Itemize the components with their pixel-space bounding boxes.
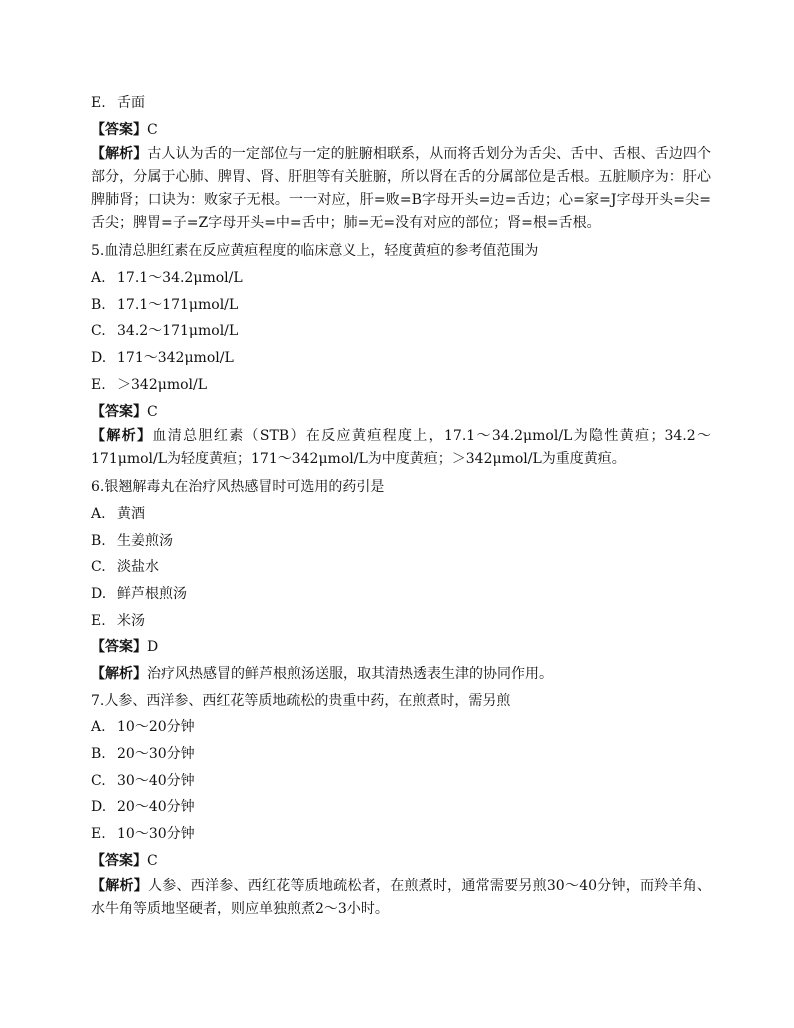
analysis-tag: 【解析】 bbox=[91, 428, 153, 445]
analysis-text: 血清总胆红素（STB）在反应黄疸程度上，17.1～34.2μmol/L为隐性黄疸；34.2～171μmol/L为轻度黄疸；171～342μmol/L为中度黄疸；＞342μmol/L为重度黄疸。 bbox=[91, 428, 712, 468]
analysis-paragraph bbox=[91, 661, 711, 688]
question-stem bbox=[91, 474, 711, 501]
option-text: 黄酒 bbox=[117, 505, 145, 522]
option-letter: A. bbox=[91, 719, 106, 736]
option-b bbox=[91, 741, 711, 768]
option-letter: A. bbox=[91, 505, 106, 522]
option-letter: E. bbox=[91, 376, 106, 393]
answer-line bbox=[91, 848, 711, 875]
option-c bbox=[91, 318, 711, 345]
option-text: 17.1～34.2μmol/L bbox=[117, 270, 243, 287]
analysis-text: 治疗风热感冒的鲜芦根煎汤送服，取其清热透表生津的协同作用。 bbox=[147, 666, 553, 682]
option-letter: D. bbox=[91, 585, 107, 602]
question-stem bbox=[91, 238, 711, 265]
option-letter: D. bbox=[91, 350, 107, 367]
question-number: 6. bbox=[91, 479, 105, 496]
analysis-paragraph bbox=[91, 143, 711, 235]
answer-line bbox=[91, 634, 711, 661]
option-e bbox=[91, 90, 711, 117]
answer-value: C bbox=[147, 852, 158, 869]
answer-tag: 【答案】 bbox=[91, 639, 147, 656]
option-c bbox=[91, 554, 711, 581]
option-letter: C. bbox=[91, 772, 106, 789]
option-c bbox=[91, 768, 711, 795]
option-text: 20～30分钟 bbox=[117, 746, 195, 763]
document-page bbox=[91, 90, 711, 921]
option-letter: D. bbox=[91, 799, 107, 816]
option-letter: B. bbox=[91, 532, 106, 549]
option-text: ＞342μmol/L bbox=[117, 376, 208, 393]
option-b bbox=[91, 292, 711, 319]
option-letter: B. bbox=[91, 746, 106, 763]
option-letter: A. bbox=[91, 270, 106, 287]
answer-tag: 【答案】 bbox=[91, 121, 147, 138]
option-e bbox=[91, 372, 711, 399]
option-text: 20～40分钟 bbox=[117, 799, 195, 816]
option-e bbox=[91, 608, 711, 635]
option-d bbox=[91, 581, 711, 608]
option-text: 米汤 bbox=[117, 612, 145, 629]
option-letter: E. bbox=[91, 612, 106, 629]
answer-line bbox=[91, 399, 711, 426]
option-d bbox=[91, 345, 711, 372]
option-text: 30～40分钟 bbox=[117, 772, 195, 789]
option-text: 10～20分钟 bbox=[117, 719, 195, 736]
analysis-text: 人参、西洋参、西红花等质地疏松者，在煎煮时，通常需要另煎30～40分钟，而羚羊角、水牛角等质地坚硬者，则应单独煎煮2～3小时。 bbox=[91, 877, 711, 917]
option-text: 34.2～171μmol/L bbox=[117, 323, 239, 340]
answer-value: C bbox=[147, 121, 158, 138]
answer-line bbox=[91, 117, 711, 144]
question-text: 血清总胆红素在反应黄疸程度的临床意义上，轻度黄疸的参考值范围为 bbox=[104, 243, 539, 260]
answer-value: D bbox=[147, 639, 159, 656]
question-number: 7. bbox=[91, 692, 105, 709]
option-b bbox=[91, 528, 711, 555]
option-letter: E. bbox=[91, 95, 106, 111]
option-text: 17.1～171μmol/L bbox=[117, 296, 239, 313]
question-number: 5. bbox=[91, 243, 105, 260]
option-text: 鲜芦根煎汤 bbox=[117, 585, 187, 602]
question-stem bbox=[91, 688, 711, 715]
option-letter: E. bbox=[91, 826, 106, 843]
option-text: 淡盐水 bbox=[117, 559, 159, 576]
option-a bbox=[91, 501, 711, 528]
analysis-paragraph bbox=[91, 425, 711, 471]
analysis-paragraph bbox=[91, 875, 711, 921]
option-a bbox=[91, 714, 711, 741]
option-letter: C. bbox=[91, 559, 106, 576]
answer-tag: 【答案】 bbox=[91, 852, 147, 869]
analysis-tag: 【解析】 bbox=[91, 877, 148, 894]
question-text: 人参、西洋参、西红花等质地疏松的贵重中药，在煎煮时，需另煎 bbox=[104, 692, 511, 709]
option-text: 171～342μmol/L bbox=[117, 350, 234, 367]
option-letter: C. bbox=[91, 323, 106, 340]
option-text: 舌面 bbox=[117, 95, 145, 111]
answer-tag: 【答案】 bbox=[91, 403, 147, 420]
analysis-tag: 【解析】 bbox=[91, 666, 147, 682]
analysis-text: 古人认为舌的一定部位与一定的脏腑相联系，从而将舌划分为舌尖、舌中、舌根、舌边四个部分，分属于心肺、脾胃、肾、肝胆等有关脏腑，所以肾在舌的分属部位是舌根。五脏顺序为：肝心脾肺肾；口诀为：败家子无根。一一对应，肝=败=B字母开头=边=舌边；心=家=J字母开头=尖=舌尖；脾胃=子=Z字母开头=中=舌中；肺=无=没有对应的部位；肾=根=舌根。 bbox=[91, 146, 712, 232]
option-d bbox=[91, 794, 711, 821]
option-a bbox=[91, 265, 711, 292]
analysis-tag: 【解析】 bbox=[91, 146, 148, 163]
option-text: 生姜煎汤 bbox=[117, 532, 173, 549]
answer-value: C bbox=[147, 403, 158, 420]
option-text: 10～30分钟 bbox=[117, 826, 195, 843]
option-letter: B. bbox=[91, 296, 106, 313]
option-e bbox=[91, 821, 711, 848]
question-text: 银翘解毒丸在治疗风热感冒时可选用的药引是 bbox=[104, 479, 385, 496]
